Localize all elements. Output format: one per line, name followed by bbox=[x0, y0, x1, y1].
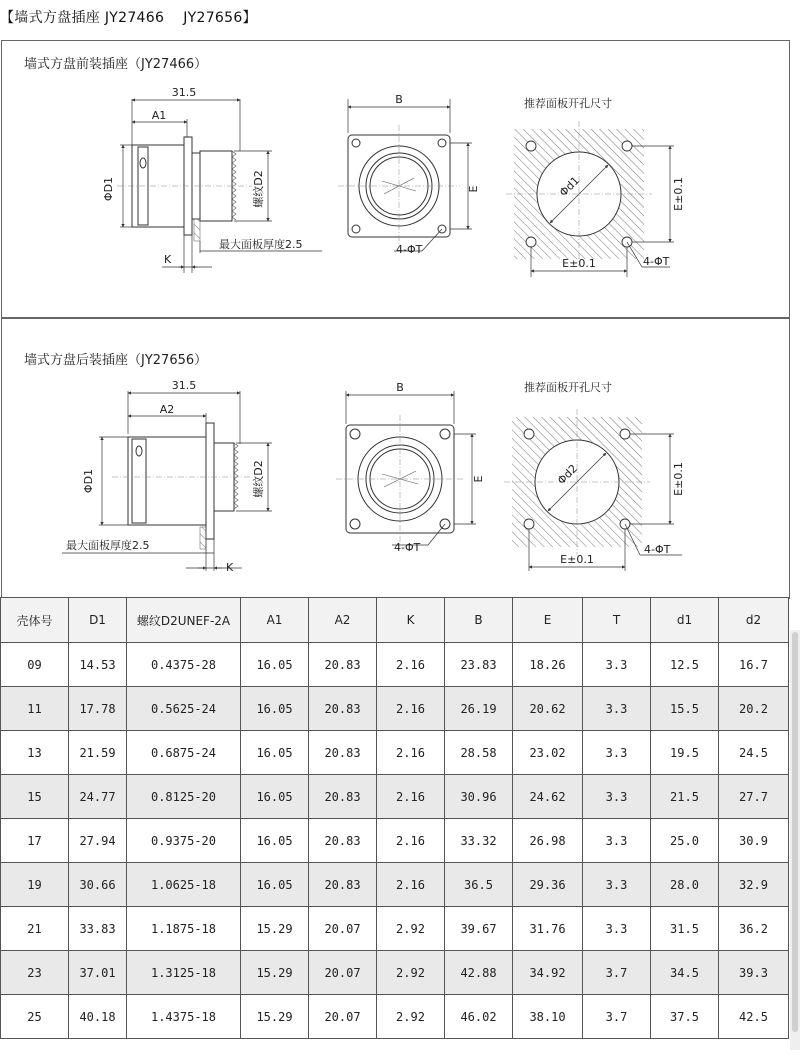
table-cell: 20.07 bbox=[309, 951, 377, 995]
e-label: E bbox=[472, 475, 485, 483]
table-cell: 33.32 bbox=[445, 819, 513, 863]
holes-label: 4-ΦT bbox=[396, 243, 423, 256]
table-cell: 36.5 bbox=[445, 863, 513, 907]
table-cell: 37.01 bbox=[69, 951, 127, 995]
table-cell: 30.9 bbox=[719, 819, 789, 863]
table-cell: 16.05 bbox=[241, 819, 309, 863]
table-cell: 2.16 bbox=[377, 819, 445, 863]
table-cell: 14.53 bbox=[69, 643, 127, 687]
length-label: 31.5 bbox=[171, 379, 197, 392]
table-cell: 25 bbox=[1, 995, 69, 1039]
table-cell: 20.83 bbox=[309, 687, 377, 731]
a1-label: A1 bbox=[151, 109, 167, 122]
table-cell: 36.2 bbox=[719, 907, 789, 951]
table-cell: 2.16 bbox=[377, 687, 445, 731]
table-cell: 20.83 bbox=[309, 863, 377, 907]
table-cell: 17 bbox=[1, 819, 69, 863]
table-cell: 28.0 bbox=[651, 863, 719, 907]
front-view bbox=[336, 391, 476, 545]
table-cell: 19.5 bbox=[651, 731, 719, 775]
table-row bbox=[1, 951, 789, 995]
e-label: E bbox=[467, 185, 480, 193]
e-tol-v-label: E±0.1 bbox=[672, 177, 685, 211]
table-cell: 34.5 bbox=[651, 951, 719, 995]
table-cell: 2.92 bbox=[377, 907, 445, 951]
table-cell: 31.76 bbox=[513, 907, 583, 951]
table-cell: 23 bbox=[1, 951, 69, 995]
table-cell: 16.05 bbox=[241, 643, 309, 687]
table-cell: 20.83 bbox=[309, 731, 377, 775]
table-cell: 27.94 bbox=[69, 819, 127, 863]
table-row bbox=[1, 907, 789, 951]
table-cell: 20.07 bbox=[309, 907, 377, 951]
table-cell: 31.5 bbox=[651, 907, 719, 951]
table-cell: 15.29 bbox=[241, 995, 309, 1039]
table-cell: 3.3 bbox=[583, 819, 651, 863]
rear-mount-drawing bbox=[2, 319, 789, 598]
cutout-title: 推荐面板开孔尺寸 bbox=[524, 97, 612, 110]
table-cell: 28.58 bbox=[445, 731, 513, 775]
table-cell: 20.83 bbox=[309, 643, 377, 687]
holes-label: 4-ΦT bbox=[394, 541, 421, 554]
table-cell: 15.5 bbox=[651, 687, 719, 731]
header-e: E bbox=[513, 598, 583, 643]
table-cell: 38.10 bbox=[513, 995, 583, 1039]
table-cell: 3.7 bbox=[583, 995, 651, 1039]
table-cell: 25.0 bbox=[651, 819, 719, 863]
header-d2-small: d2 bbox=[719, 598, 789, 643]
table-cell: 1.3125-18 bbox=[127, 951, 241, 995]
table-cell: 15.29 bbox=[241, 951, 309, 995]
d1-label: ΦD1 bbox=[82, 468, 95, 494]
k-label: K bbox=[164, 253, 172, 266]
table-cell: 30.66 bbox=[69, 863, 127, 907]
rear-mount-panel bbox=[1, 318, 790, 599]
table-cell: 17.78 bbox=[69, 687, 127, 731]
spec-table bbox=[0, 597, 789, 1039]
table-cell: 24.77 bbox=[69, 775, 127, 819]
table-cell: 20.83 bbox=[309, 819, 377, 863]
table-cell: 2.16 bbox=[377, 731, 445, 775]
header-a2: A2 bbox=[309, 598, 377, 643]
table-cell: 2.92 bbox=[377, 995, 445, 1039]
cutout-holes-label: 4-ΦT bbox=[643, 255, 670, 268]
table-cell: 2.16 bbox=[377, 775, 445, 819]
table-cell: 16.05 bbox=[241, 731, 309, 775]
b-label: B bbox=[395, 93, 403, 106]
table-cell: 0.6875-24 bbox=[127, 731, 241, 775]
table-cell: 32.9 bbox=[719, 863, 789, 907]
table-row bbox=[1, 819, 789, 863]
table-cell: 09 bbox=[1, 643, 69, 687]
table-cell: 2.92 bbox=[377, 951, 445, 995]
header-a1: A1 bbox=[241, 598, 309, 643]
front-view bbox=[338, 99, 472, 251]
table-cell: 2.16 bbox=[377, 863, 445, 907]
table-cell: 39.3 bbox=[719, 951, 789, 995]
panel-thickness-label: 最大面板厚度2.5 bbox=[219, 238, 303, 251]
table-cell: 3.3 bbox=[583, 775, 651, 819]
table-cell: 42.5 bbox=[719, 995, 789, 1039]
table-cell: 24.5 bbox=[719, 731, 789, 775]
table-cell: 21.5 bbox=[651, 775, 719, 819]
table-cell: 0.9375-20 bbox=[127, 819, 241, 863]
table-cell: 3.3 bbox=[583, 731, 651, 775]
table-row bbox=[1, 995, 789, 1039]
table-cell: 3.3 bbox=[583, 643, 651, 687]
table-header-row bbox=[1, 598, 789, 643]
table-cell: 20.07 bbox=[309, 995, 377, 1039]
cutout-title: 推荐面板开孔尺寸 bbox=[524, 381, 612, 394]
table-row bbox=[1, 775, 789, 819]
header-thread-d2: 螺纹D2UNEF-2A bbox=[127, 598, 241, 643]
table-cell: 26.98 bbox=[513, 819, 583, 863]
table-cell: 20.2 bbox=[719, 687, 789, 731]
table-cell: 1.1875-18 bbox=[127, 907, 241, 951]
table-cell: 3.3 bbox=[583, 907, 651, 951]
table-cell: 15 bbox=[1, 775, 69, 819]
table-cell: 37.5 bbox=[651, 995, 719, 1039]
section-heading: 墙式方盘前装插座（JY27466） bbox=[24, 57, 208, 72]
table-cell: 16.05 bbox=[241, 775, 309, 819]
table-cell: 20.62 bbox=[513, 687, 583, 731]
e-tol-v-label: E±0.1 bbox=[672, 462, 685, 496]
header-b: B bbox=[445, 598, 513, 643]
table-cell: 27.7 bbox=[719, 775, 789, 819]
length-label: 31.5 bbox=[171, 86, 197, 99]
table-cell: 42.88 bbox=[445, 951, 513, 995]
thread-label: 螺纹D2 bbox=[252, 170, 265, 208]
table-cell: 1.0625-18 bbox=[127, 863, 241, 907]
table-cell: 33.83 bbox=[69, 907, 127, 951]
table-cell: 3.3 bbox=[583, 687, 651, 731]
table-cell: 0.8125-20 bbox=[127, 775, 241, 819]
table-cell: 21 bbox=[1, 907, 69, 951]
table-cell: 21.59 bbox=[69, 731, 127, 775]
thread-label: 螺纹D2 bbox=[252, 460, 265, 498]
k-label: K bbox=[226, 561, 234, 574]
front-mount-drawing bbox=[2, 41, 789, 317]
table-cell: 30.96 bbox=[445, 775, 513, 819]
header-d1-small: d1 bbox=[651, 598, 719, 643]
scrollbar[interactable] bbox=[790, 630, 800, 1050]
b-label: B bbox=[396, 381, 404, 394]
table-cell: 11 bbox=[1, 687, 69, 731]
table-cell: 23.02 bbox=[513, 731, 583, 775]
header-k: K bbox=[377, 598, 445, 643]
e-tol-h-label: E±0.1 bbox=[560, 553, 594, 566]
front-mount-panel bbox=[1, 40, 790, 318]
table-cell: 34.92 bbox=[513, 951, 583, 995]
table-cell: 15.29 bbox=[241, 907, 309, 951]
table-row bbox=[1, 863, 789, 907]
table-cell: 40.18 bbox=[69, 995, 127, 1039]
table-cell: 16.7 bbox=[719, 643, 789, 687]
table-cell: 12.5 bbox=[651, 643, 719, 687]
table-cell: 39.67 bbox=[445, 907, 513, 951]
d1-label: ΦD1 bbox=[102, 176, 115, 202]
table-cell: 2.16 bbox=[377, 643, 445, 687]
scrollbar-thumb[interactable] bbox=[792, 632, 798, 1032]
table-cell: 1.4375-18 bbox=[127, 995, 241, 1039]
table-cell: 26.19 bbox=[445, 687, 513, 731]
table-row bbox=[1, 687, 789, 731]
table-cell: 23.83 bbox=[445, 643, 513, 687]
table-body bbox=[1, 643, 789, 1039]
table-cell: 0.4375-28 bbox=[127, 643, 241, 687]
table-cell: 18.26 bbox=[513, 643, 583, 687]
table-cell: 16.05 bbox=[241, 687, 309, 731]
header-t: T bbox=[583, 598, 651, 643]
section-heading: 墙式方盘后装插座（JY27656） bbox=[24, 353, 208, 368]
e-tol-h-label: E±0.1 bbox=[562, 257, 596, 270]
table-cell: 3.7 bbox=[583, 951, 651, 995]
table-cell: 19 bbox=[1, 863, 69, 907]
panel-thickness-label: 最大面板厚度2.5 bbox=[66, 539, 150, 552]
table-row bbox=[1, 731, 789, 775]
table-cell: 46.02 bbox=[445, 995, 513, 1039]
cutout-holes-label: 4-ΦT bbox=[644, 543, 671, 556]
table-row bbox=[1, 643, 789, 687]
table-cell: 13 bbox=[1, 731, 69, 775]
table-cell: 3.3 bbox=[583, 863, 651, 907]
bore-label: Φd1 bbox=[556, 173, 583, 200]
bore-label: Φd2 bbox=[554, 461, 581, 488]
cutout-view bbox=[506, 121, 674, 277]
table-cell: 20.83 bbox=[309, 775, 377, 819]
table-cell: 16.05 bbox=[241, 863, 309, 907]
table-cell: 29.36 bbox=[513, 863, 583, 907]
table-cell: 0.5625-24 bbox=[127, 687, 241, 731]
a2-label: A2 bbox=[159, 403, 175, 416]
page-title: 【墙式方盘插座 JY27466 JY27656】 bbox=[0, 10, 257, 26]
header-shell-size: 壳体号 bbox=[1, 598, 69, 643]
table-cell: 24.62 bbox=[513, 775, 583, 819]
header-d1: D1 bbox=[69, 598, 127, 643]
